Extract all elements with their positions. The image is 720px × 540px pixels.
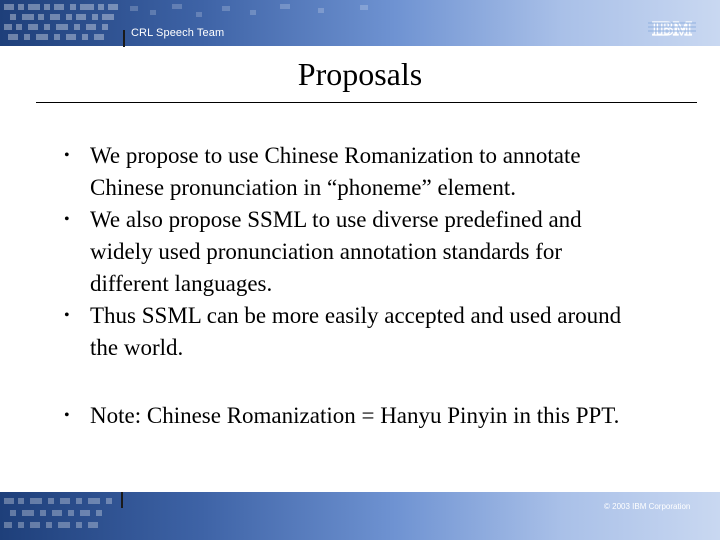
copyright-notice: © 2003 IBM Corporation (604, 502, 691, 511)
team-name: CRL Speech Team (131, 27, 225, 39)
bullet-line: the world. (90, 335, 184, 360)
bullet-line: different languages. (90, 271, 273, 296)
footer-band (0, 492, 720, 540)
bullet-item (60, 204, 700, 300)
bullet-line: We propose to use Chinese Romanization to annotate (90, 143, 581, 168)
header-band (0, 0, 720, 46)
bullet-line: widely used pronunciation annotation standards for (90, 239, 563, 264)
ibm-logo-text: IBM (652, 18, 692, 39)
bullet-line: Thus SSML can be more easily accepted and used around (90, 303, 622, 328)
footer-mosaic-pattern (0, 492, 720, 540)
bullet-line: We also propose SSML to use diverse predefined and (90, 207, 582, 232)
footer-divider (121, 492, 123, 508)
bullet-marker: • (64, 147, 70, 164)
bullet-list (60, 140, 700, 364)
bullet-marker: • (64, 307, 70, 324)
bullet-marker: • (64, 211, 70, 228)
header-divider (123, 30, 125, 47)
title-rule (36, 102, 697, 103)
slide-title: Proposals (297, 56, 423, 92)
ibm-logo (648, 17, 696, 39)
bullet-line: Chinese pronunciation in “phoneme” element. (90, 175, 517, 200)
header-mosaic-pattern (0, 0, 720, 46)
note-text: Note: Chinese Romanization = Hanyu Pinyin in this PPT. (90, 403, 620, 428)
bullet-item (60, 140, 700, 204)
bullet-item (60, 300, 700, 364)
bullet-marker: • (64, 407, 70, 424)
note-bullet (60, 400, 700, 432)
